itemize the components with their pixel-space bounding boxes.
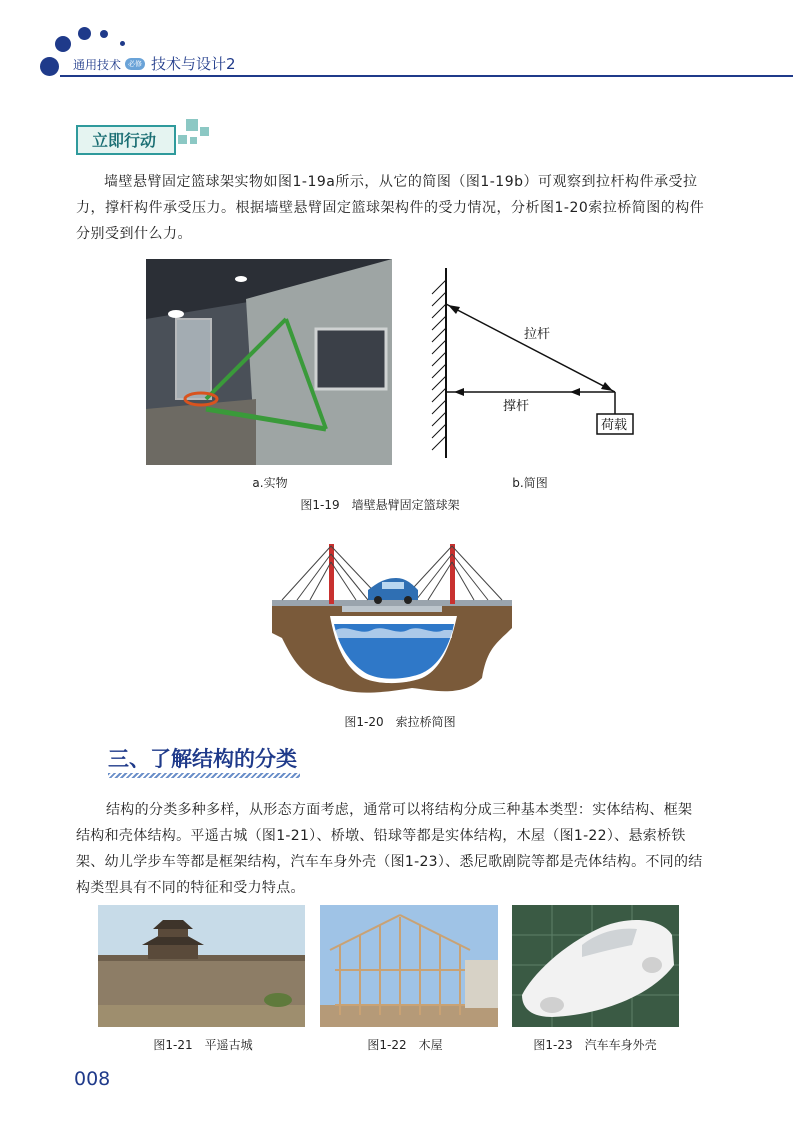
figure-1-21-caption: 图1-21 平遥古城 [153,1038,253,1052]
cable-bridge-illustration [272,538,512,698]
hoop-force-diagram [420,268,640,463]
arrow-head [448,305,460,314]
arrow-head [454,388,464,396]
series-name: 通用技术 [73,58,122,72]
header-rule [60,75,793,77]
strut-label: 撑杆 [503,399,530,414]
section-underline [108,773,300,778]
header-dot [78,27,91,40]
figure-1-19-caption: 图1-19 墙壁悬臂固定篮球架 [300,498,460,512]
figure-1-19a-label: a.实物 [252,476,288,490]
header-dot-large [55,36,71,52]
figure-1-22-caption: 图1-22 木屋 [367,1038,443,1052]
header-dot [100,30,108,38]
decor-square [190,137,197,144]
header-dot-large [40,57,59,76]
decor-square [178,135,187,144]
basketball-hoop-photo [146,259,392,465]
classification-paragraph: 结构的分类多种多样，从形态方面考虑，通常可以将结构分成三种基本类型：实体结构、框架结构和壳体结构。平遥古城（图1-21）、桥墩、铅球等都是实体结构，木屋（图1-22）、悬索桥铁架、幼儿学步车等都是框架结构，汽车车身外壳（图1-23）、悉尼歌剧院等都是壳体结构。不同的结构类型具有不同的特征和受力特点。 [76,802,703,896]
wood-house-photo [320,905,498,1027]
arrow-head [570,388,580,396]
activity-paragraph: 墙壁悬臂固定篮球架实物如图1-19a所示，从它的简图（图1-19b）可观察到拉杆构件承受拉力，撑杆构件承受压力。根据墙壁悬臂固定篮球架构件的受力情况，分析图1-20索拉桥简图的构件分别受到什么力。 [76,174,705,242]
required-badge: 必修 [125,58,145,70]
figure-1-23-caption: 图1-23 汽车车身外壳 [533,1038,657,1052]
pingyao-city-photo [98,905,305,1027]
action-label: 立即行动 [91,131,156,150]
load-label: 荷载 [601,418,628,433]
tie-rod [446,304,615,392]
figure-1-20-caption: 图1-20 索拉桥简图 [344,715,456,729]
tie-label: 拉杆 [524,327,551,342]
section-title: 三、了解结构的分类 [108,747,297,771]
arrow-head [601,382,613,391]
figure-1-19b-label: b.简图 [512,476,548,490]
decor-square [200,127,209,136]
action-heading [76,125,210,157]
decor-square [186,119,198,131]
header-dot [120,41,125,46]
page-number: 008 [74,1068,111,1090]
book-title: 技术与设计2 [151,55,236,73]
car-body-photo [512,905,679,1027]
